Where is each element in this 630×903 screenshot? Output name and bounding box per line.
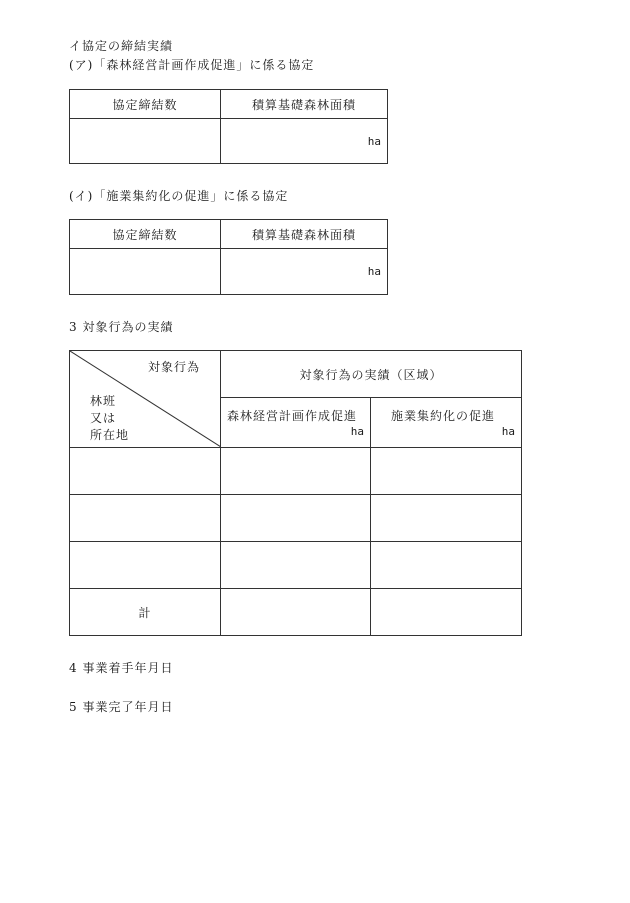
value-cell — [371, 495, 522, 542]
value-cell — [221, 542, 371, 589]
value-cell — [221, 448, 371, 495]
table-row — [70, 495, 522, 542]
diag-top-label: 対象行為 — [147, 360, 200, 374]
total-value-cell — [221, 589, 371, 636]
location-cell — [70, 448, 221, 495]
agreement-a-table — [69, 89, 388, 164]
col-a-header — [221, 398, 371, 448]
section-3-heading: 3 対象行為の実績 — [69, 320, 174, 334]
forest-area-header: 積算基礎森林面積 — [221, 90, 388, 119]
agreement-a-title: (ア)「森林経営計画作成促進」に係る協定 — [69, 58, 315, 72]
col-a-label: 森林経営計画作成促進 — [227, 409, 358, 423]
col-a-unit: ha — [350, 425, 364, 438]
location-cell — [70, 542, 221, 589]
forest-area-unit: ha — [221, 119, 388, 164]
agreement-b-title: (イ)「施業集約化の促進」に係る協定 — [69, 189, 289, 203]
agreement-count-cell — [70, 119, 221, 164]
agreement-count-header: 協定締結数 — [70, 220, 221, 249]
value-cell — [371, 542, 522, 589]
section-5-heading: 5 事業完了年月日 — [69, 700, 174, 714]
diagonal-header-cell — [70, 351, 221, 448]
value-cell — [221, 495, 371, 542]
section-i-heading: イ協定の締結実績 — [69, 39, 174, 53]
total-row — [70, 589, 522, 636]
diag-bottom-line-3: 所在地 — [90, 428, 130, 442]
location-cell — [70, 495, 221, 542]
results-header: 対象行為の実績（区域） — [221, 351, 522, 398]
forest-area-header: 積算基礎森林面積 — [221, 220, 388, 249]
forest-area-unit: ha — [221, 249, 388, 295]
activity-results-table — [69, 350, 522, 636]
diag-bottom-line-2: 又は — [90, 411, 117, 425]
total-value-cell — [371, 589, 522, 636]
total-label: 計 — [70, 589, 221, 636]
agreement-count-header: 協定締結数 — [70, 90, 221, 119]
section-4-heading: 4 事業着手年月日 — [69, 661, 174, 675]
diag-bottom-label — [90, 393, 129, 444]
col-b-label: 施業集約化の促進 — [391, 409, 496, 423]
diag-bottom-line-1: 林班 — [90, 394, 117, 408]
col-b-header — [371, 398, 522, 448]
agreement-b-table — [69, 219, 388, 295]
col-b-unit: ha — [501, 425, 516, 438]
table-row — [70, 448, 522, 495]
agreement-count-cell — [70, 249, 221, 295]
value-cell — [371, 448, 522, 495]
table-row — [70, 542, 522, 589]
